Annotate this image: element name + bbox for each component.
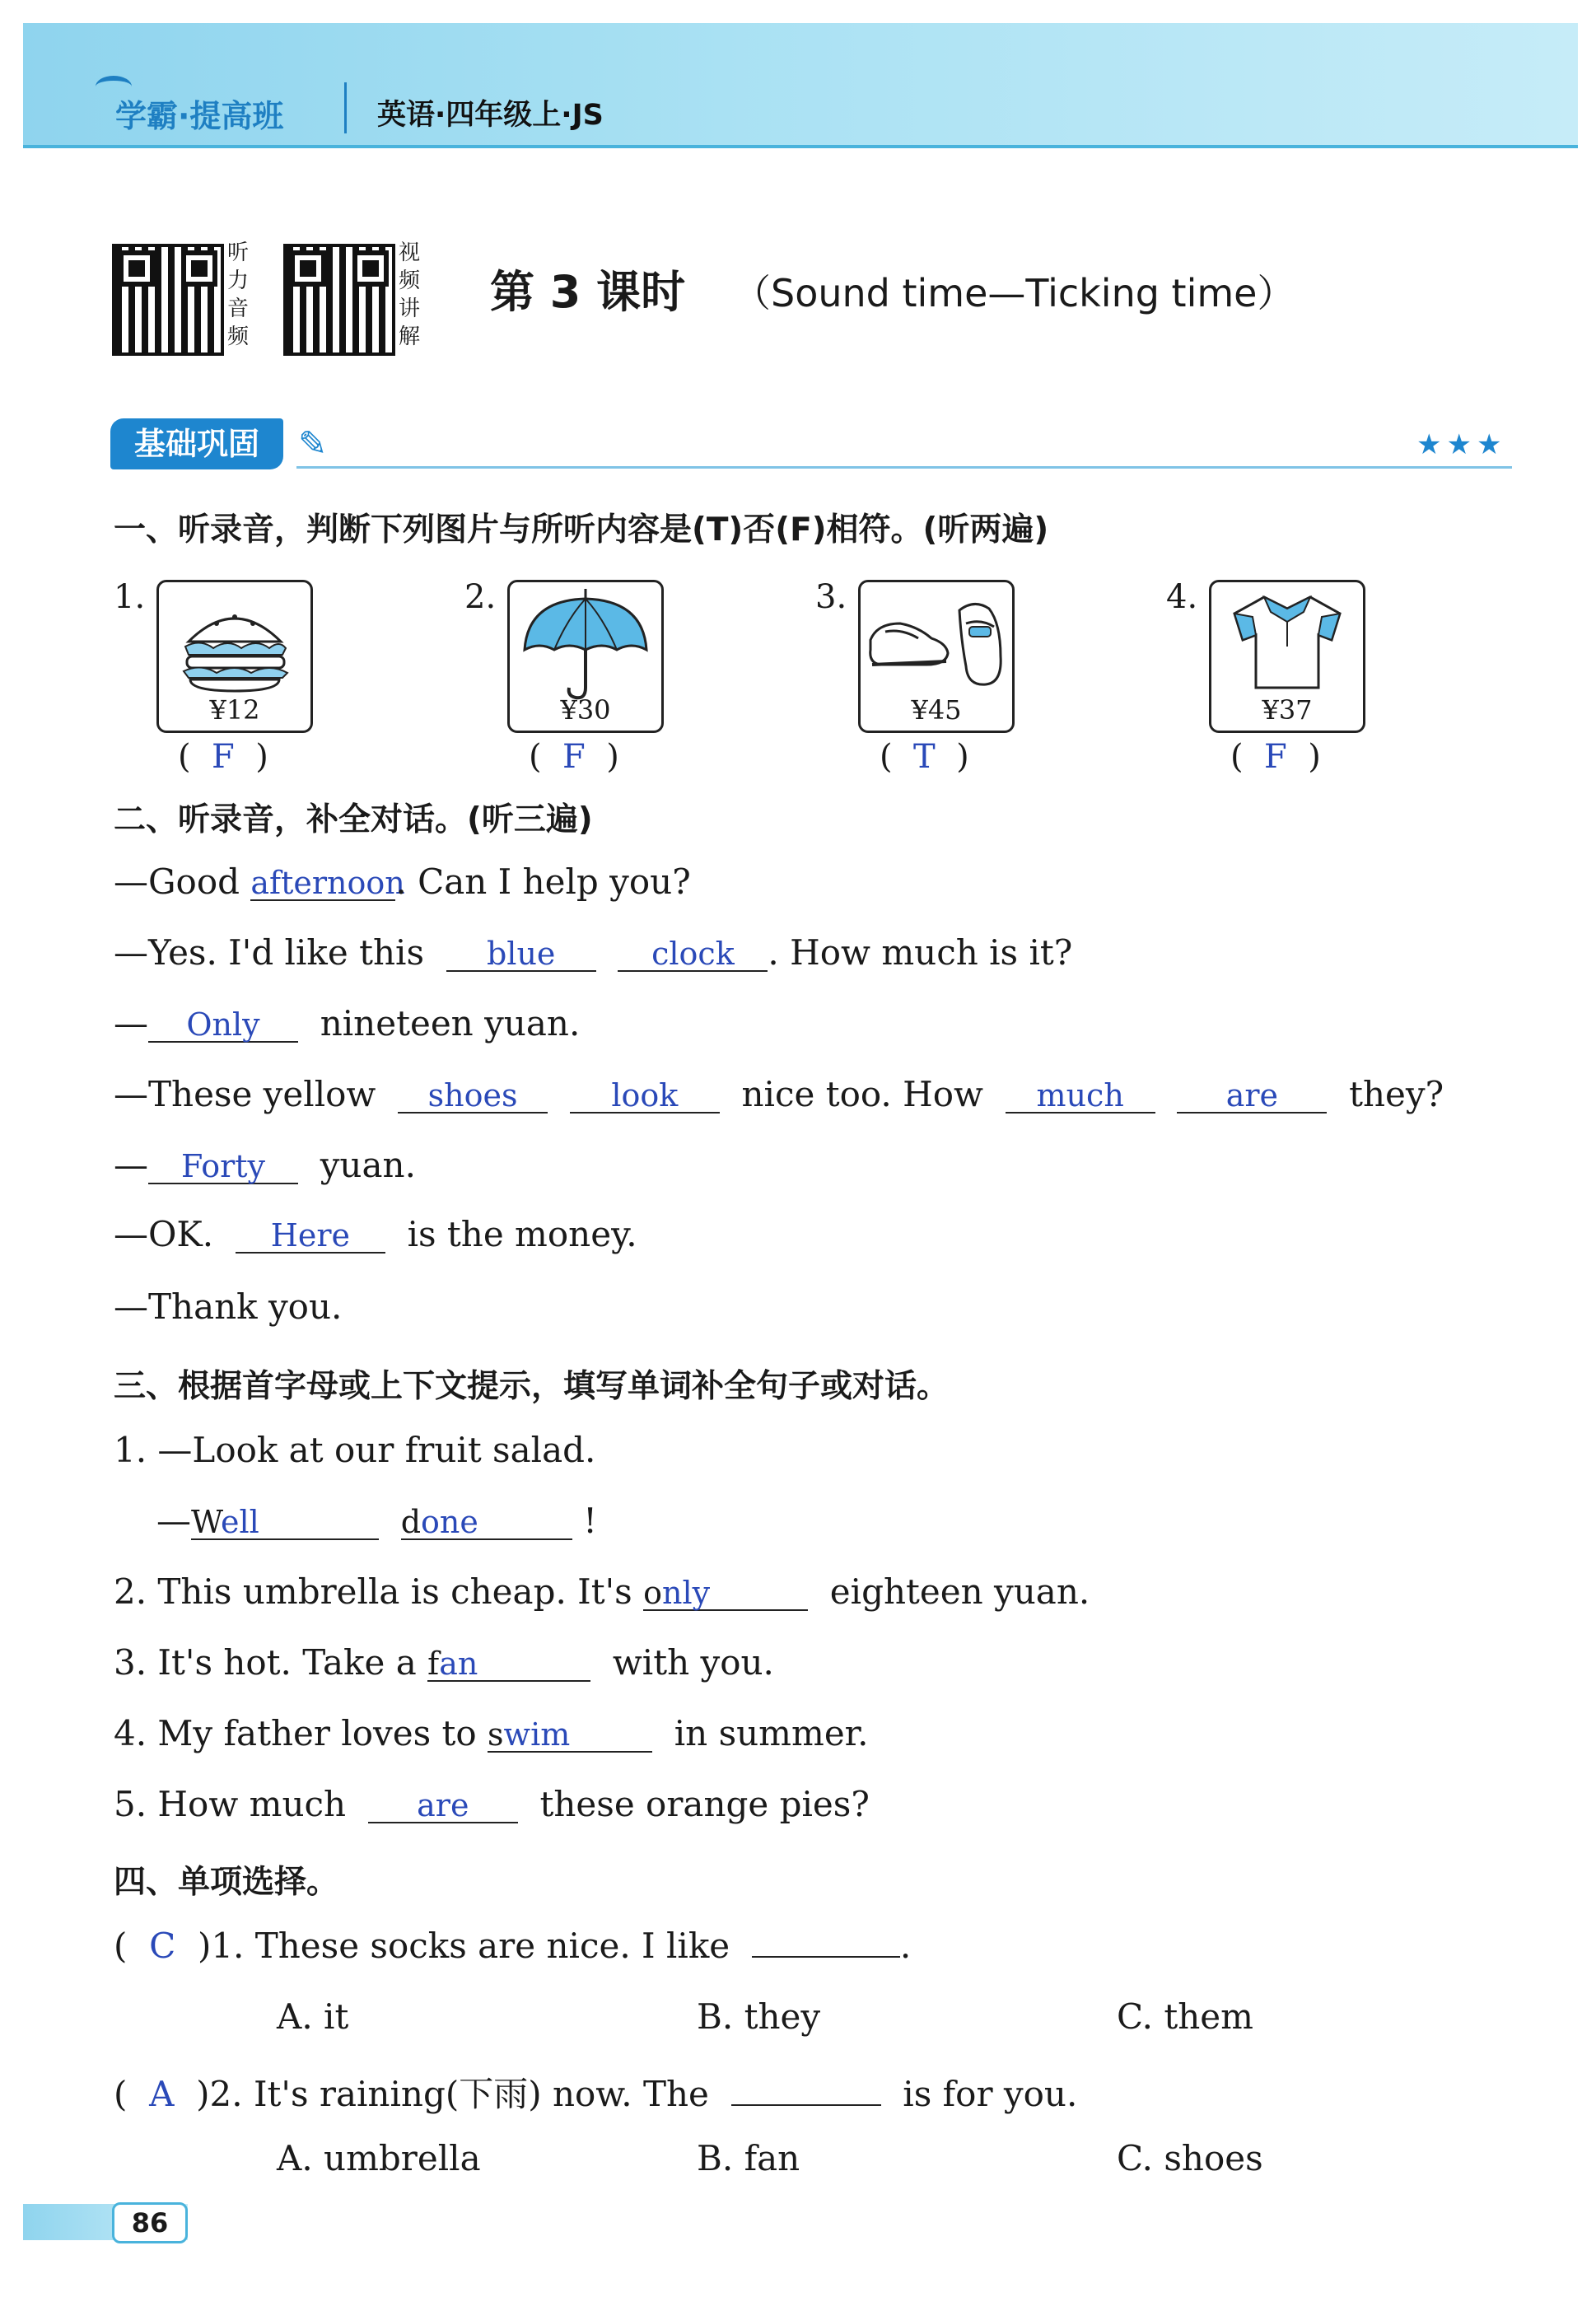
- q3-sentence-1-reply: —Well done !: [156, 1501, 597, 1541]
- q3-sentence-4: 4. My father loves to swim in summer.: [114, 1713, 869, 1753]
- dialogue-line-1: —Good afternoon. Can I help you?: [114, 861, 691, 902]
- q4-option-b[interactable]: B. they: [697, 1996, 821, 2037]
- answer-blank[interactable]: look: [570, 1079, 720, 1113]
- answer-blank[interactable]: Only: [148, 1008, 298, 1043]
- price-label: ¥45: [911, 694, 962, 726]
- pencil-icon: ✎: [298, 423, 328, 464]
- q1-picture-box: [156, 580, 313, 733]
- answer-blank[interactable]: Forty: [148, 1150, 298, 1184]
- answer-text: A: [149, 2074, 175, 2114]
- q1-answer-2: ( F ): [529, 738, 619, 776]
- tshirt-icon: [1211, 589, 1363, 696]
- answer-text: T: [913, 738, 936, 776]
- q1-title: 一、听录音，判断下列图片与所听内容是(T)否(F)相符。(听两遍): [114, 511, 1049, 549]
- answer-blank[interactable]: swim: [488, 1718, 652, 1753]
- q4-option-b[interactable]: B. fan: [697, 2138, 800, 2178]
- q4-option-c[interactable]: C. them: [1117, 1996, 1253, 2037]
- section-divider: [296, 466, 1512, 469]
- q4-option-a[interactable]: A. it: [277, 1996, 349, 2037]
- dialogue-line-7: —Thank you.: [114, 1286, 343, 1327]
- answer-text: F: [1264, 738, 1287, 776]
- dialogue-line-2: —Yes. I'd like this blue clock . How much is it?: [114, 932, 1073, 973]
- answer-blank[interactable]: only: [643, 1576, 808, 1611]
- answer-blank[interactable]: blue: [446, 937, 596, 972]
- price-label: ¥12: [209, 694, 260, 726]
- header-divider: [344, 82, 347, 133]
- answer-blank[interactable]: [752, 1956, 900, 1958]
- answer-blank[interactable]: are: [368, 1789, 518, 1823]
- answer-blank[interactable]: Well: [191, 1506, 379, 1540]
- answer-blank[interactable]: done: [401, 1506, 572, 1540]
- q4-title: 四、单项选择。: [114, 1864, 339, 1901]
- q3-sentence-1: 1. —Look at our fruit salad.: [114, 1430, 596, 1470]
- answer-text: F: [562, 738, 586, 776]
- shoes-icon: [861, 591, 1012, 698]
- answer-text: C: [149, 1926, 176, 1966]
- qr-code-audio[interactable]: [112, 244, 224, 356]
- q1-answer-4: ( F ): [1230, 738, 1321, 776]
- q1-picture-box: [858, 580, 1015, 733]
- qr-label-video: 视 频 讲 解: [399, 240, 421, 349]
- q4-question-2: ( A )2. It's raining(下雨) now. The is for you.: [114, 2074, 1078, 2114]
- q1-picture-box: [1209, 580, 1365, 733]
- qr-label-audio: 听 力 音 频: [227, 240, 250, 349]
- price-label: ¥37: [1262, 694, 1313, 726]
- q3-sentence-3: 3. It's hot. Take a fan with you.: [114, 1642, 774, 1683]
- dialogue-line-5: — Forty yuan.: [114, 1145, 416, 1185]
- answer-blank[interactable]: [731, 2104, 881, 2106]
- q1-answer-3: ( T ): [880, 738, 969, 776]
- answer-blank[interactable]: much: [1006, 1079, 1155, 1113]
- dialogue-line-4: —These yellow shoes look nice too. How much are they?: [114, 1074, 1444, 1114]
- difficulty-stars: ★★★: [1416, 428, 1507, 461]
- answer-blank[interactable]: clock: [618, 937, 768, 972]
- brand-title: 学霸·提高班: [115, 98, 284, 134]
- page-number: 86: [112, 2202, 188, 2243]
- q3-sentence-2: 2. This umbrella is cheap. It's only eighteen yuan.: [114, 1571, 1090, 1612]
- answer-blank[interactable]: afternoon: [250, 865, 405, 901]
- q4-question-1: ( C )1. These socks are nice. I like .: [114, 1926, 912, 1966]
- answer-blank[interactable]: Here: [236, 1219, 385, 1254]
- subject-title: 英语·四年级上·JS: [377, 99, 604, 132]
- q1-item-number: 1.: [114, 578, 146, 616]
- lesson-title: 第 3 课时: [490, 266, 686, 318]
- answer-blank[interactable]: shoes: [398, 1079, 548, 1113]
- q2-title: 二、听录音，补全对话。(听三遍): [114, 801, 593, 838]
- hamburger-icon: [159, 591, 310, 698]
- q1-item-number: 3.: [815, 578, 847, 616]
- q4-option-a[interactable]: A. umbrella: [277, 2138, 481, 2178]
- q3-sentence-5: 5. How much are these orange pies?: [114, 1784, 870, 1824]
- lesson-subtitle: （Sound time—Ticking time）: [733, 271, 1295, 315]
- answer-blank[interactable]: are: [1177, 1079, 1327, 1113]
- price-label: ¥30: [560, 694, 611, 726]
- q1-answer-1: ( F ): [178, 738, 268, 776]
- section-badge: 基础巩固: [110, 418, 283, 469]
- answer-blank[interactable]: fan: [427, 1647, 590, 1682]
- umbrella-icon: [510, 586, 661, 701]
- q1-picture-box: [507, 580, 664, 733]
- q1-item-number: 2.: [464, 578, 497, 616]
- dialogue-line-3: — Only nineteen yuan.: [114, 1003, 581, 1043]
- qr-code-video[interactable]: [283, 244, 395, 356]
- q3-title: 三、根据首字母或上下文提示，填写单词补全句子或对话。: [114, 1368, 950, 1405]
- q1-item-number: 4.: [1166, 578, 1198, 616]
- dialogue-line-6: —OK. Here is the money.: [114, 1214, 637, 1254]
- q4-option-c[interactable]: C. shoes: [1117, 2138, 1263, 2178]
- answer-text: F: [212, 738, 235, 776]
